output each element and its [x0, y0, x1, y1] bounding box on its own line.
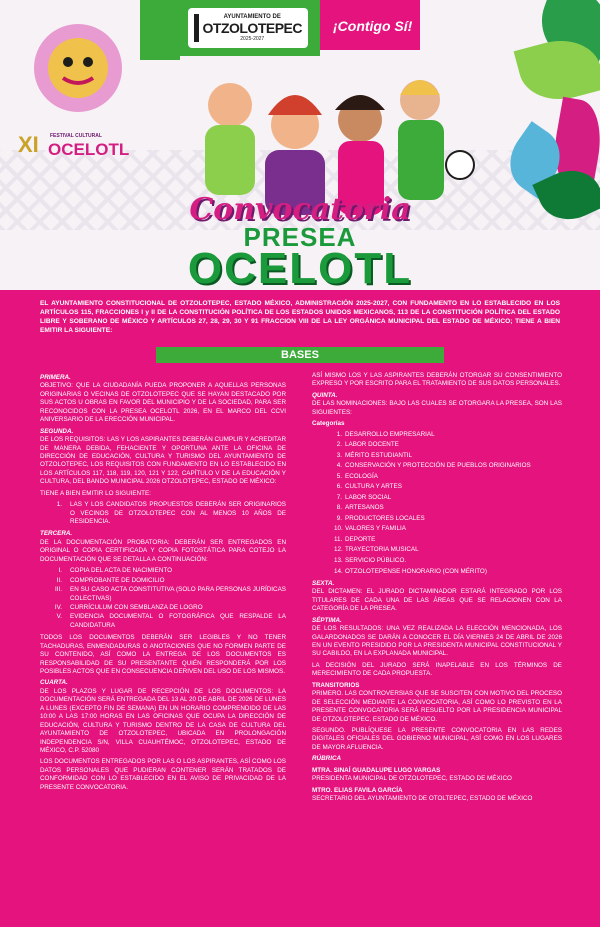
rubrica-heading: RÚBRICA [312, 755, 342, 763]
section-text: SEGUNDO. PUBLÍQUESE LA PRESENTE CONVOCATORIA EN LAS REDES DIGITALES OFICIALES DEL GOBIERNO MUNICIPAL, ASÍ COMO EN LOS LUGARES DE MAYOR AFLUENCIA. [312, 726, 562, 751]
section-text: LA DECISIÓN DEL JURADO SERÁ INAPELABLE EN LOS TÉRMINOS DE MERECIMIENTO DE CADA PROPUESTA. [312, 661, 562, 678]
administration-period: 2025-2027 [240, 36, 265, 42]
section-text: DE LOS PLAZOS Y LUGAR DE RECEPCIÓN DE LOS DOCUMENTOS: LA DOCUMENTACIÓN SERÁ ENTREGADA DEL 13 AL 20 DE ABRIL DE 2026 DE LUNES A LUNES (EXCEPTO FIN DE SEMANA) EN UN HORARIO COMPRENDIDO DE LAS 10:00 A LAS 17:00 HORAS EN LAS OFICINAS QUE OCUPA LA DIRECCIÓN DE EDUCACIÓN, CULTURA Y TURISMO DENTRO DE LA CASA DE CULTURA DEL AYUNTAMIENTO DE OTZOLOTEPEC, UBICADA EN PROLONGACIÓN INDEPENDENCIA S/N, VILLA CUAUHTÉMOC, OTZOLOTEPEC, ESTADO DE MÉXICO, C.P. 52080 [40, 687, 286, 754]
festival-label: FESTIVAL CULTURAL [50, 133, 102, 139]
list-item: 11. DEPORTE [334, 535, 376, 543]
right-column [312, 372, 562, 803]
section-text: TIENE A BIEN EMITIR LO SIGUIENTE: [40, 489, 151, 497]
documents-list [40, 567, 286, 630]
signer-role: PRESIDENTA MUNICIPAL DE OTZOLOTEPEC, ESTADO DE MÉXICO [312, 775, 512, 783]
section-text: LOS DOCUMENTOS ENTREGADOS POR LAS O LOS ASPIRANTES, ASÍ COMO LOS DATOS PERSONALES QUE PUDIERAN CONTENER SERÁN TRATADOS DE CONFORMIDAD CON LO ESTABLECIDO EN EL AVISO DE PRIVACIDAD DE LA PRESENTE CONVOCATORIA. [40, 758, 286, 791]
list-item: II. COMPROBANTE DE DOMICILIO [56, 576, 165, 584]
section-text: DE LOS REQUISITOS: LAS Y LOS ASPIRANTES DEBERÁN CUMPLIR Y ACREDITAR DE MANERA DEBIDA, FEHACIENTE Y OPORTUNA ANTE LA OFICINA DE DIRECCIÓN DE EDUCACIÓN, CULTURA Y TURISMO DEL AYUNTAMIENTO DE OTZOLOTEPEC, LOS REQUISITOS CON FUNDAMENTO EN LO ESTABLECIDO EN LOS ARTÍCULOS 117, 118, 119, 120, 121 Y 122, CAPÍTULO V DE LA EDUCACIÓN Y CULTURA, DEL BANDO MUNICIPAL 2026 OTZOLOTEPEC, ESTADO DE MÉXICO: [40, 436, 286, 486]
list-item: V. EVIDENCIA DOCUMENTAL O FOTOGRÁFICA QUE RESPALDE LA CANDIDATURA [56, 613, 286, 629]
intro-paragraph: EL AYUNTAMIENTO CONSTITUCIONAL DE OTZOLOTEPEC, ESTADO MÉXICO, ADMINISTRACIÓN 2025-2027, CON FUNDAMENTO EN LO ESTABLECIDO EN LOS ARTÍCULOS 115, FRACCIONES I y II DE LA CONSTITUCIÓN POLÍTICA DE LOS ESTADOS UNIDOS MEXICANOS, 113 DE LA CONSTITUCIÓN POLÍTICA DEL ESTADO LIBRE Y SOBERANO DE MÉXICO Y ARTÍCULOS 27, 28, 29, 30 Y 91 FRACCION VIII DE LA LEY ORGÁNICA MUNICIPAL DEL ESTADO DE MÉXICO; TIENE A BIEN EMITIR LA SIGUIENTE: [40, 300, 560, 334]
title-presea: PRESEA [243, 222, 357, 252]
section-text: DEL DICTAMEN: EL JURADO DICTAMINADOR ESTARÁ INTEGRADO POR LOS TITULARES DE CADA UNA DE LAS ÁREAS QUE SE RELACIONEN CON LA CATEGORÍA DE LA PRESEA. [312, 588, 562, 613]
section-text: DE LOS RESULTADOS: UNA VEZ REALIZADA LA ELECCIÓN MENCIONADA, LOS GALARDONADOS SE DARÁN A CONOCER EL DÍA VIERNES 24 DE ABRIL DE 2026 EN UN EVENTO PRESIDIDO POR LA PRESIDENTA MUNICIPAL CONSTITUCIONAL Y SU CABILDO, EN LA EXPLANADA MUNICIPAL. [312, 625, 562, 658]
list-item: IV. CURRÍCULUM CON SEMBLANZA DE LOGRO [54, 603, 203, 611]
categories-heading: Categorías [312, 420, 345, 428]
section-text: ASÍ MISMO LOS Y LAS ASPIRANTES DEBERÁN OTORGAR SU CONSENTIMIENTO EXPRESO Y POR ESCRITO PARA EL TRATAMIENTO DE SUS DATOS PERSONALES. [312, 372, 562, 388]
list-item: 12. TRAYECTORIA MUSICAL [334, 546, 419, 554]
list-item: 1. DESARROLLO EMPRESARIAL [336, 430, 435, 438]
section-text: DE LA DOCUMENTACIÓN PROBATORIA: DEBERÁN SER ENTREGADOS EN ORIGINAL O COPIA CERTIFICADA Y COPIA FOTOSTÁTICA PARA COTEJO LA DOCUMENTACIÓN QUE SE DETALLA A CONTINUACIÓN: [40, 538, 286, 563]
list-item: 2. LABOR DOCENTE [336, 441, 399, 449]
list-item: 4. CONSERVACIÓN Y PROTECCIÓN DE PUEBLOS ORIGINARIOS [336, 462, 531, 470]
section-text: OBJETIVO: QUE LA CIUDADANÍA PUEDA PROPONER A AQUELLAS PERSONAS ORIGINARIAS O VECINAS DE OTZOLOTEPEC QUE SE HAYAN DESTACADO POR SUS ACTOS U OBRAS EN FAVOR DEL MUNICIPIO Y DE LA SOCIEDAD, PARA SER RECONOCIDOS CON LA PRESEA OCELOTL 2026, EN EL MARCO DEL CCVI ANIVERSARIO DE LA ERECCIÓN MUNICIPAL. [40, 382, 286, 424]
list-item: 8. ARTESANOS [336, 504, 384, 512]
green-band [140, 0, 180, 60]
section-heading: CUARTA. [40, 679, 68, 687]
list-item: III. EN SU CASO ACTA CONSTITUTIVA (SOLO PARA PERSONAS JURÍDICAS COLECTIVAS) [55, 586, 286, 602]
section-heading: PRIMERA. [40, 374, 71, 381]
section-heading: SEXTA. [312, 579, 335, 587]
list-item: I. COPIA DEL ACTA DE NACIMIENTO [58, 567, 173, 575]
title-convocatoria: Convocatoria [189, 192, 411, 227]
list-item: 10. VALORES Y FAMILIA [334, 525, 406, 533]
section-text: TODOS LOS DOCUMENTOS DEBERÁN SER LEGIBLES Y NO TENER TACHADURAS, ENMENDADURAS O ANOTACIONES QUE NO FORMEN PARTE DE SU CONTENIDO, ASÍ COMO LA ENTREGA DE LOS DOCUMENTOS ES RESPONSABILIDAD DE SU PRESENTANTE QUIÉN RESPONDERÁ POR LOS POSIBLES ACTOS QUE EN CONSECUENCIA DERIVEN DEL USO DE LOS MISMOS. [40, 634, 286, 675]
signer-name: MTRO. ELIAS FAVILA GARCÍA [312, 786, 403, 794]
section-heading: TERCERA. [40, 530, 73, 538]
signer-role: SECRETARIO DEL AYUNTAMIENTO DE OTOLTEPEC, ESTADO DE MÉXICO [312, 795, 533, 803]
municipality-emblem [194, 14, 199, 42]
section-heading: SEGUNDA. [40, 427, 74, 435]
title-ocelotl: OCELOTL [187, 244, 413, 290]
list-item: 6. CULTURA Y ARTES [336, 483, 402, 491]
categories-list [312, 431, 562, 576]
left-column [40, 372, 286, 795]
list-item: 5. ECOLOGÍA [336, 472, 378, 480]
festival-name: OCELOTL [48, 140, 130, 159]
bases-heading: BASES [156, 347, 444, 363]
list-item: 7. LABOR SOCIAL [336, 493, 392, 501]
slogan: ¡Contigo Sí! [333, 18, 413, 34]
list-item: 9. PRODUCTORES LOCALES [336, 514, 425, 522]
festival-number: XI [18, 132, 39, 157]
section-heading: QUINTA. [312, 391, 338, 399]
section-heading: SÉPTIMA. [312, 616, 342, 624]
ayuntamiento-label: AYUNTAMIENTO DE [223, 14, 281, 20]
illustration-kids [160, 55, 480, 215]
requirements-list [40, 501, 286, 526]
transitorios-heading: TRANSITORIOS [312, 681, 360, 689]
municipality-name: OTZOLOTEPEC [202, 20, 302, 36]
list-item: 13. SERVICIO PÚBLICO. [334, 557, 407, 564]
header-banner [0, 0, 600, 290]
list-item: 1. LAS Y LOS CANDIDATOS PROPUESTOS DEBERÁN SER ORIGINARIOS O VECINOS DE OTZOLOTEPEC CON AL MENOS 10 AÑOS DE RESIDENCIA. [56, 501, 286, 525]
list-item: 3. MÉRITO ESTUDIANTIL [336, 451, 413, 459]
municipality-logo [188, 8, 308, 48]
section-text: PRIMERO. LAS CONTROVERSIAS QUE SE SUSCITEN CON MOTIVO DEL PROCESO DE SELECCIÓN MEDIANTE LA CONVOCATORIA, ASÍ COMO LO PREVISTO EN LA PRESENTE CONVOCATORIA SERÁ RESUELTO POR LA PRESIDENCIA MUNICIPAL DE OTZOLOTEPEC, ESTADO DE MÉXICO. [312, 690, 562, 723]
signer-name: MTRA. SINAÍ GUADALUPE LUGO VARGAS [312, 766, 441, 774]
list-item: 14. OTZOLOTEPENSE HONORARIO (CON MÉRITO) [334, 567, 487, 575]
section-text: DE LAS NOMINACIONES: BAJO LAS CUALES SE OTORGARA LA PRESEA, SON LAS SIGUIENTES: [312, 400, 562, 416]
